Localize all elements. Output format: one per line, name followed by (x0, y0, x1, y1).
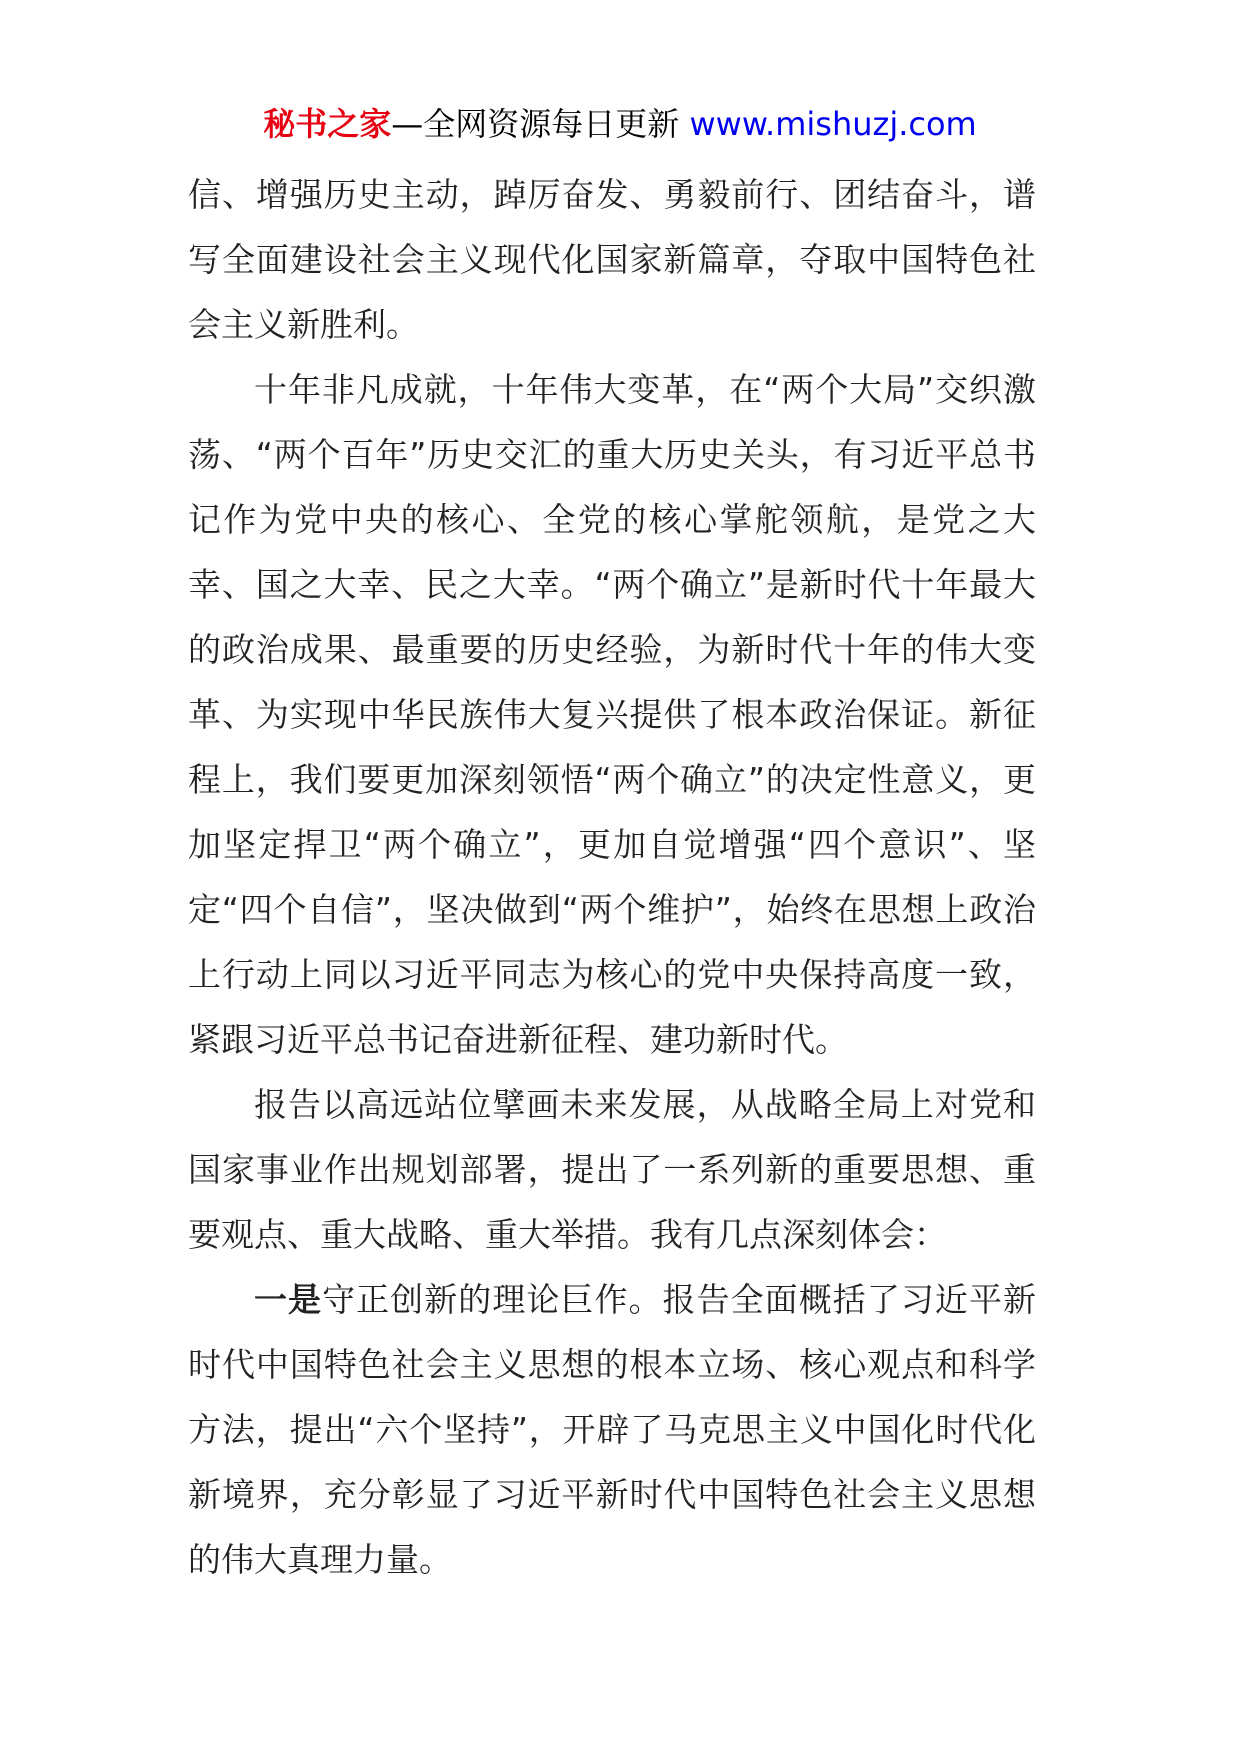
header-url-link[interactable]: www.mishuzj.com (689, 105, 977, 143)
document-body (188, 162, 1036, 1592)
header-tagline: —全网资源每日更新 (391, 105, 690, 143)
paragraph-continuation: 信、增强历史主动，踔厉奋发、勇毅前行、团结奋斗，谱写全面建设社会主义现代化国家新篇章，夺取中国特色社会主义新胜利。 (188, 175, 1036, 344)
paragraph-two-establishments: 十年非凡成就，十年伟大变革，在“两个大局”交织激荡、“两个百年”历史交汇的重大历史关头，有习近平总书记作为党中央的核心、全党的核心掌舵领航，是党之大幸、国之大幸、民之大幸。“两个确立”是新时代十年最大的政治成果、最重要的历史经验，为新时代十年的伟大变革、为实现中华民族伟大复兴提供了根本政治保证。新征程上，我们要更加深刻领悟“两个确立”的决定性意义，更加坚定捍卫“两个确立”，更加自觉增强“四个意识”、坚定“四个自信”，坚决做到“两个维护”，始终在思想上政治上行动上同以习近平同志为核心的党中央保持高度一致，紧跟习近平总书记奋进新征程、建功新时代。 (188, 370, 1036, 1059)
page-header (0, 100, 1240, 148)
paragraph-report-overview: 报告以高远站位擘画未来发展，从战略全局上对党和国家事业作出规划部署，提出了一系列新的重要思想、重要观点、重大战略、重大举措。我有几点深刻体会： (188, 1085, 1036, 1254)
paragraph-point-one (188, 1267, 1036, 1592)
point-one-text: 守正创新的理论巨作。报告全面概括了习近平新时代中国特色社会主义思想的根本立场、核心观点和科学方法，提出“六个坚持”，开辟了马克思主义中国化时代化新境界，充分彰显了习近平新时代中国特色社会主义思想的伟大真理力量。 (188, 1280, 1037, 1579)
header-brand: 秘书之家 (263, 105, 392, 143)
point-one-lead: 一是 (254, 1280, 323, 1319)
